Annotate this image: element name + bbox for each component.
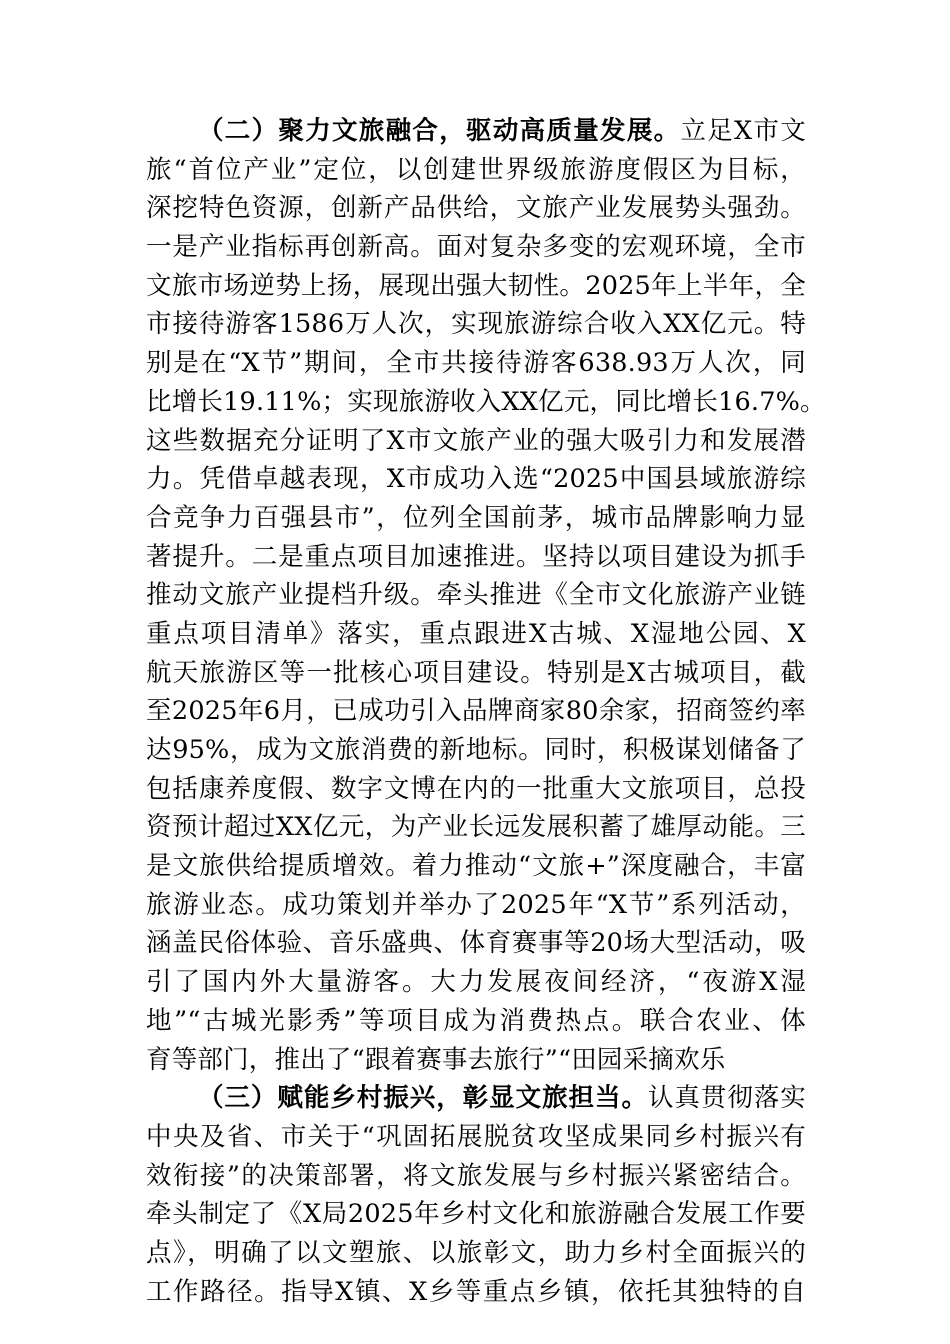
paragraph-line: 旅“首位产业”定位，以创建世界级旅游度假区为目标，: [146, 154, 806, 185]
section-2-heading: （二）聚力文旅融合，驱动高质量发展。: [198, 116, 681, 146]
paragraph-line: 文旅市场逆势上扬，展现出强大韧性。2025年上半年，全: [146, 270, 806, 301]
paragraph-line: 点》，明确了以文塑旅、以旅彰文，助力乡村全面振兴的: [146, 1237, 806, 1268]
paragraph-line: 别是在“X节”期间，全市共接待游客638.93万人次，同: [146, 348, 806, 379]
paragraph-line: 资预计超过XX亿元，为产业长远发展积蓄了雄厚动能。三: [146, 812, 806, 843]
paragraph-line: 工作路径。指导X镇、X乡等重点乡镇，依托其独特的自: [146, 1276, 806, 1307]
paragraph-line: 至2025年6月，已成功引入品牌商家80余家，招商签约率: [146, 696, 806, 727]
paragraph-line: 航天旅游区等一批核心项目建设。特别是X古城项目，截: [146, 657, 806, 688]
paragraph-line: 地”“古城光影秀”等项目成为消费热点。联合农业、体: [146, 1005, 806, 1036]
section-2-first-line: [146, 112, 806, 151]
paragraph-line: 引了国内外大量游客。大力发展夜间经济，“夜游X湿: [146, 967, 806, 998]
paragraph-line: 是文旅供给提质增效。着力推动“文旅+”深度融合，丰富: [146, 851, 806, 882]
paragraph-line: 这些数据充分证明了X市文旅产业的强大吸引力和发展潜: [146, 425, 806, 456]
section-3-first-line-text: 认真贯彻落实: [647, 1083, 806, 1114]
paragraph-line: 涵盖民俗体验、音乐盛典、体育赛事等20场大型活动，吸: [146, 928, 806, 959]
paragraph-line: 一是产业指标再创新高。面对复杂多变的宏观环境，全市: [146, 232, 806, 263]
paragraph-line: 牵头制定了《X局2025年乡村文化和旅游融合发展工作要: [146, 1199, 806, 1230]
paragraph-line: 合竞争力百强县市”，位列全国前茅，城市品牌影响力显: [146, 502, 806, 533]
section-2-first-line-text: 立足X市文: [680, 116, 806, 146]
paragraph-line: 效衔接”的决策部署，将文旅发展与乡村振兴紧密结合。: [146, 1160, 806, 1191]
paragraph-line: 推动文旅产业提档升级。牵头推进《全市文化旅游产业链: [146, 580, 806, 611]
paragraph-line: 力。凭借卓越表现，X市成功入选“2025中国县域旅游综: [146, 464, 806, 495]
paragraph-last-line: 育等部门，推出了“跟着赛事去旅行”“田园采摘欢乐: [146, 1044, 726, 1075]
paragraph-line: 深挖特色资源，创新产品供给，文旅产业发展势头强劲。: [146, 193, 806, 224]
paragraph-line: 市接待游客1586万人次，实现旅游综合收入XX亿元。特: [146, 309, 806, 340]
paragraph-line: 中央及省、市关于“巩固拓展脱贫攻坚成果同乡村振兴有: [146, 1121, 806, 1152]
paragraph-line: 著提升。二是重点项目加速推进。坚持以项目建设为抓手: [146, 541, 806, 572]
paragraph-line: 重点项目清单》落实，重点跟进X古城、X湿地公园、X: [146, 618, 806, 649]
section-3-heading: （三）赋能乡村振兴，彰显文旅担当。: [198, 1083, 648, 1114]
document-body: [146, 112, 826, 1311]
paragraph-line: 比增长19.11%；实现旅游收入XX亿元，同比增长16.7%。: [146, 386, 826, 417]
paragraph-line: 包括康养度假、数字文博在内的一批重大文旅项目，总投: [146, 773, 806, 804]
paragraph-line: 旅游业态。成功策划并举办了2025年“X节”系列活动，: [146, 889, 806, 920]
paragraph-line: 达95%，成为文旅消费的新地标。同时，积极谋划储备了: [146, 735, 806, 765]
section-3-first-line: [146, 1079, 806, 1118]
